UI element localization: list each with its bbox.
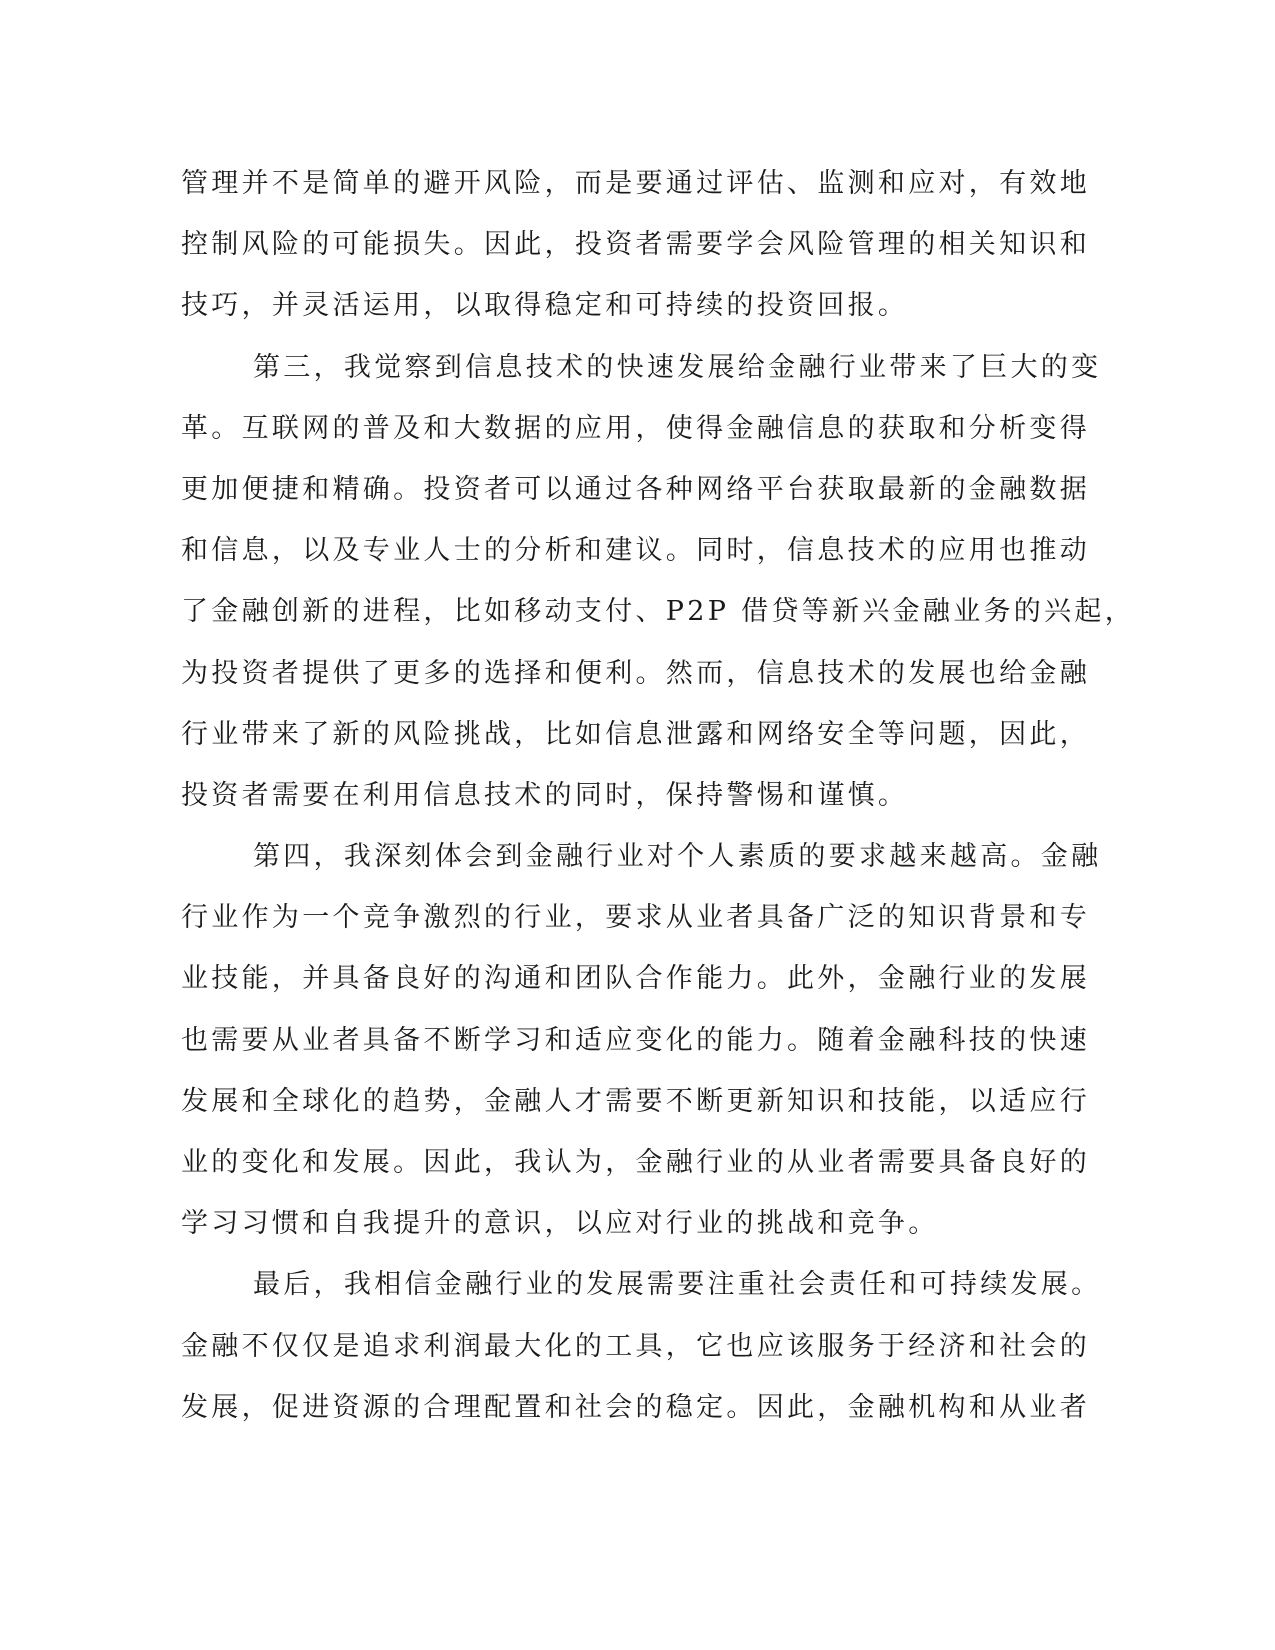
body-text xyxy=(181,153,1135,1438)
paragraph-start-line: 最后，我相信金融行业的发展需要注重社会责任和可持续发展。 xyxy=(253,1269,1102,1301)
text-line: 业的变化和发展。因此，我认为，金融行业的从业者需要具备良好的 xyxy=(181,1147,1090,1178)
text-line: 发展，促进资源的合理配置和社会的稳定。因此，金融机构和从业者 xyxy=(181,1391,1090,1423)
text-line: 行业作为一个竞争激烈的行业，要求从业者具备广泛的知识背景和专 xyxy=(181,902,1090,934)
text-line: 管理并不是简单的避开风险，而是要通过评估、监测和应对，有效地 xyxy=(181,168,1090,199)
paragraph-start-line: 第三，我觉察到信息技术的快速发展给金融行业带来了巨大的变 xyxy=(253,351,1102,383)
text-line: 更加便捷和精确。投资者可以通过各种网络平台获取最新的金融数据 xyxy=(181,473,1090,505)
text-line: 业技能，并具备良好的沟通和团队合作能力。此外，金融行业的发展 xyxy=(181,963,1090,995)
text-line: 革。互联网的普及和大数据的应用，使得金融信息的获取和分析变得 xyxy=(181,412,1090,444)
text-line: 行业带来了新的风险挑战，比如信息泄露和网络安全等问题，因此， xyxy=(181,718,1090,750)
text-line: 发展和全球化的趋势，金融人才需要不断更新知识和技能，以适应行 xyxy=(181,1085,1090,1117)
paragraph-start-line: 第四，我深刻体会到金融行业对个人素质的要求越来越高。金融 xyxy=(253,841,1102,873)
text-line: 和信息，以及专业人士的分析和建议。同时，信息技术的应用也推动 xyxy=(181,535,1090,567)
text-line: 控制风险的可能损失。因此，投资者需要学会风险管理的相关知识和 xyxy=(181,229,1090,261)
text-line: 学习习惯和自我提升的意识，以应对行业的挑战和竞争。 xyxy=(181,1208,939,1240)
text-line: 了金融创新的进程，比如移动支付、P2P 借贷等新兴金融业务的兴起， xyxy=(181,596,1135,628)
text-line: 为投资者提供了更多的选择和便利。然而，信息技术的发展也给金融 xyxy=(181,657,1090,689)
text-line: 金融不仅仅是追求利润最大化的工具，它也应该服务于经济和社会的 xyxy=(181,1330,1090,1362)
text-line: 投资者需要在利用信息技术的同时，保持警惕和谨慎。 xyxy=(181,779,909,811)
text-line: 也需要从业者具备不断学习和适应变化的能力。随着金融科技的快速 xyxy=(181,1024,1090,1056)
text-line: 技巧，并灵活运用，以取得稳定和可持续的投资回报。 xyxy=(181,290,909,322)
